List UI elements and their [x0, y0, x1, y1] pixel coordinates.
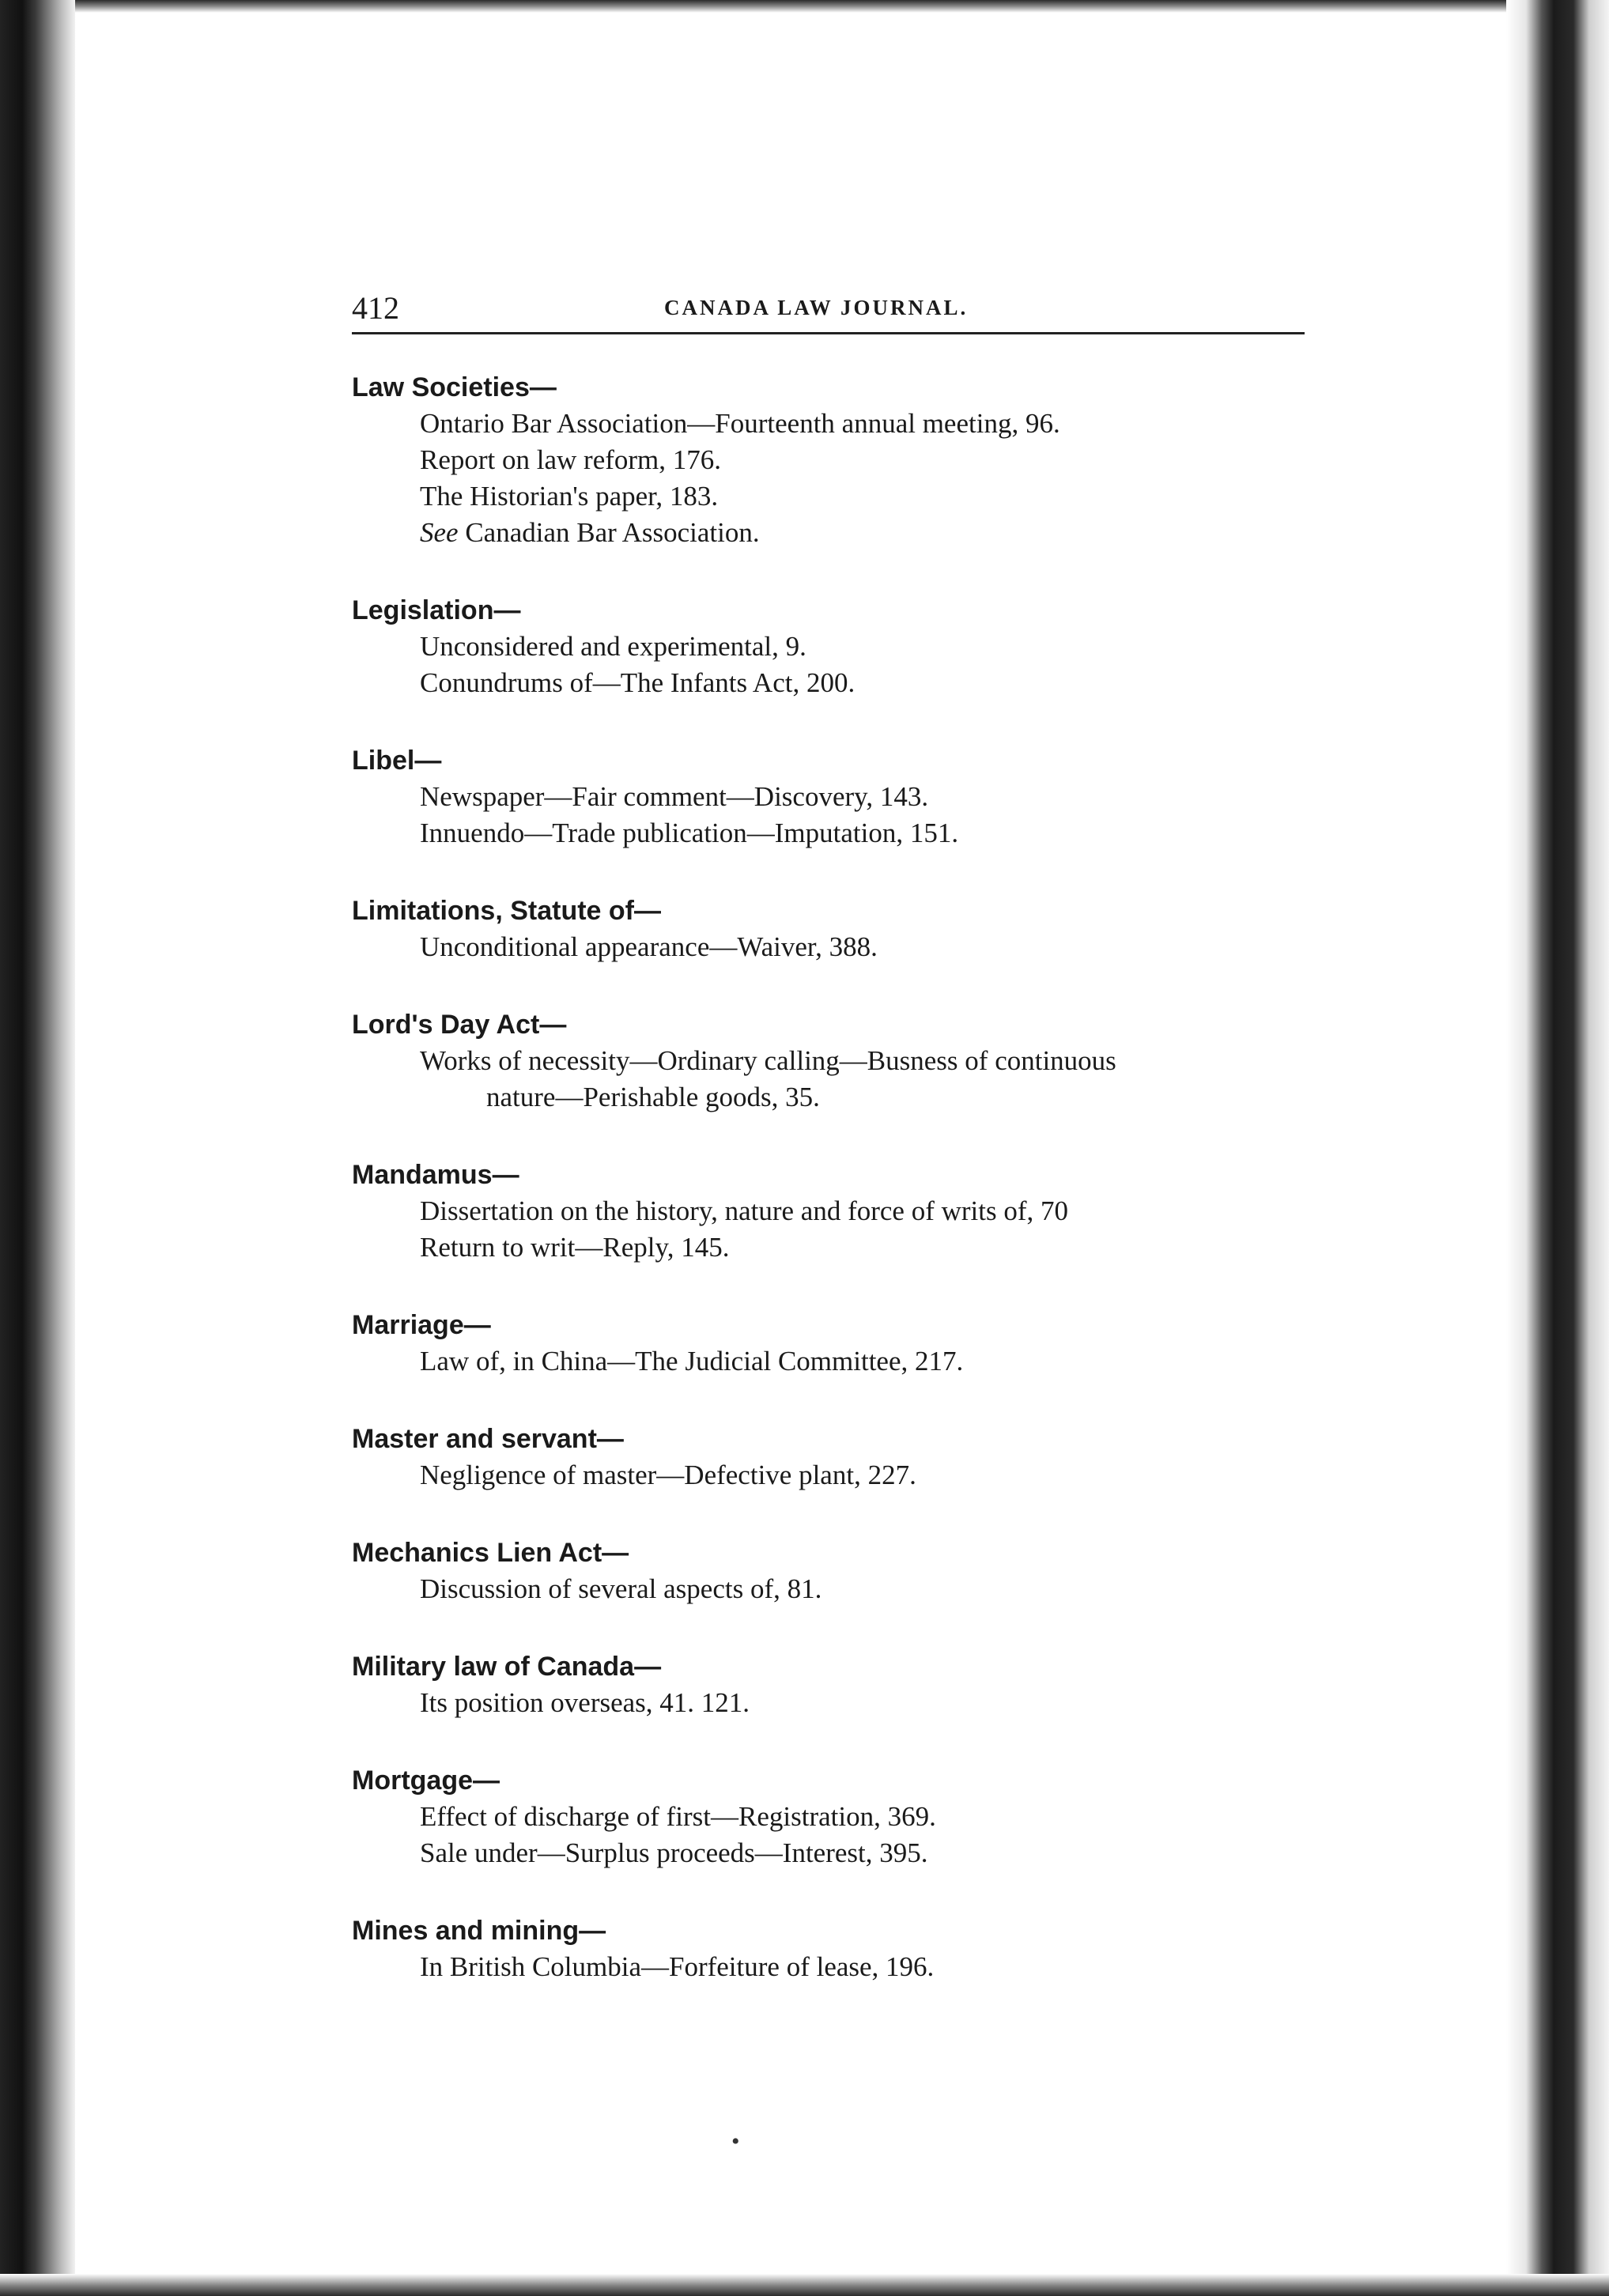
entry-heading: Mines and mining— [352, 1916, 606, 1946]
entry-heading: Marriage— [352, 1310, 491, 1340]
entry-line: Dissertation on the history, nature and force of writs of, 70 [420, 1195, 1069, 1226]
entry-cross-reference [352, 515, 1305, 551]
index-entry [352, 369, 1305, 551]
running-head [352, 285, 1305, 332]
entry-line: Innuendo—Trade publication—Imputation, 151. [420, 818, 959, 848]
entry-line: Sale under—Surplus proceeds—Interest, 395. [420, 1837, 928, 1868]
entry-line: Unconditional appearance—Waiver, 388. [420, 931, 878, 962]
index-entry [352, 742, 1305, 852]
see-text: Canadian Bar Association. [458, 517, 760, 548]
entry-line: Ontario Bar Association—Fourteenth annual meeting, 96. [420, 408, 1060, 439]
index-entries [352, 369, 1305, 1985]
entry-line: Law of, in China—The Judicial Committee, 217. [420, 1346, 964, 1376]
entry-heading: Libel— [352, 746, 442, 776]
index-entry [352, 1535, 1305, 1607]
index-entry [352, 1421, 1305, 1494]
entry-line-continuation: nature—Perishable goods, 35. [486, 1082, 820, 1112]
index-entry [352, 592, 1305, 701]
entry-heading: Limitations, Statute of— [352, 896, 661, 926]
entry-heading: Military law of Canada— [352, 1652, 662, 1682]
entry-line: Conundrums of—The Infants Act, 200. [420, 667, 855, 698]
journal-title: CANADA LAW JOURNAL. [664, 296, 969, 319]
scan-edge-bottom [0, 2274, 1609, 2296]
see-word: See [420, 517, 459, 548]
entry-line: The Historian's paper, 183. [420, 481, 719, 512]
entry-line: In British Columbia—Forfeiture of lease, 196. [420, 1951, 935, 1982]
entry-line: Unconsidered and experimental, 9. [420, 631, 806, 662]
page-number: 412 [352, 290, 399, 326]
scan-edge-top [0, 0, 1609, 13]
entry-line: Effect of discharge of first—Registration, 369. [420, 1801, 936, 1832]
header-rule [352, 332, 1305, 334]
entry-line: Newspaper—Fair comment—Discovery, 143. [420, 781, 929, 812]
entry-heading: Legislation— [352, 595, 521, 625]
index-entry [352, 1006, 1305, 1116]
entry-heading: Mandamus— [352, 1160, 519, 1190]
entry-line: Discussion of several aspects of, 81. [420, 1573, 822, 1604]
entry-line: Works of necessity—Ordinary calling—Busness of continuous [420, 1045, 1116, 1076]
entry-heading: Lord's Day Act— [352, 1010, 567, 1040]
index-entry [352, 1762, 1305, 1871]
index-entry [352, 1648, 1305, 1721]
footer-mark: • [731, 2128, 740, 2154]
scan-edge-left [0, 0, 75, 2296]
entry-heading: Master and servant— [352, 1424, 624, 1454]
entry-line: Return to writ—Reply, 145. [420, 1232, 730, 1263]
entry-line: Its position overseas, 41. 121. [420, 1687, 750, 1718]
scan-edge-right [1506, 0, 1609, 2296]
entry-line: Negligence of master—Defective plant, 227. [420, 1460, 916, 1490]
index-entry [352, 1157, 1305, 1266]
entry-heading: Law Societies— [352, 372, 557, 402]
index-page [352, 285, 1305, 2026]
entry-heading: Mechanics Lien Act— [352, 1538, 629, 1568]
index-entry [352, 1913, 1305, 1985]
index-entry [352, 1307, 1305, 1380]
entry-heading: Mortgage— [352, 1765, 500, 1796]
index-entry [352, 893, 1305, 965]
entry-line: Report on law reform, 176. [420, 444, 722, 475]
